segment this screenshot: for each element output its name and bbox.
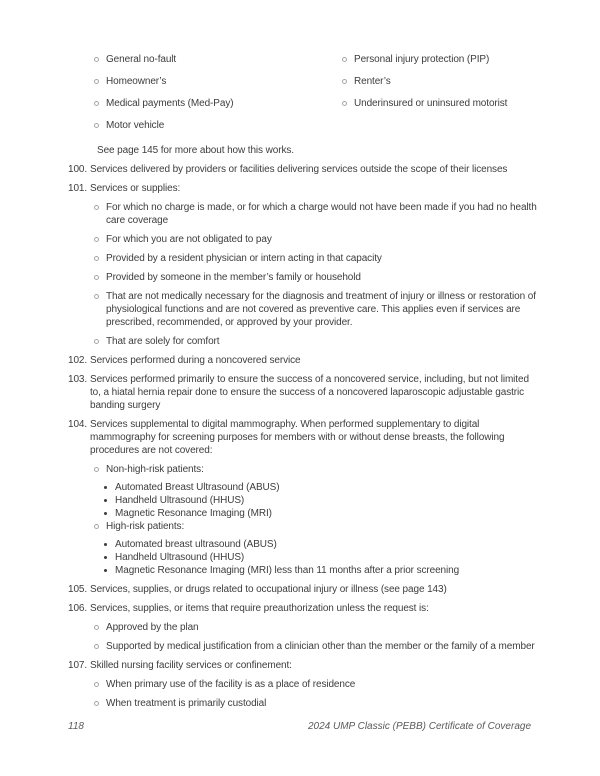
item-text: Services, supplies, or drugs related to occupational injury or illness (see page 143) (90, 584, 447, 595)
open-circle-bullet-icon (342, 101, 347, 106)
sub-bullet-text: Magnetic Resonance Imaging (MRI) (115, 508, 272, 519)
sub-bullet-item (104, 481, 537, 494)
open-circle-bullet-icon (94, 57, 99, 62)
item-text: Skilled nursing facility services or confinement: (90, 660, 292, 671)
dot-bullet-icon (104, 543, 107, 546)
sub-bullet-item (104, 551, 537, 564)
open-circle-bullet-icon (94, 682, 99, 687)
item-content (90, 373, 537, 412)
bullet-text: Provided by someone in the member’s family or household (106, 272, 361, 283)
bullet-row (94, 335, 537, 348)
insurance-types-section (68, 53, 537, 141)
bullet-row (94, 640, 537, 653)
exclusion-item (68, 418, 537, 577)
item-content (90, 354, 537, 367)
item-content (90, 182, 537, 348)
open-circle-bullet-icon (94, 256, 99, 261)
bullet-item (94, 233, 537, 246)
open-circle-bullet-icon (94, 644, 99, 649)
open-circle-bullet-icon (94, 294, 99, 299)
item-number: 101. (68, 183, 88, 194)
dot-bullet-icon (104, 556, 107, 559)
sub-bullet-item (104, 507, 537, 520)
item-text: Services, supplies, or items that require preauthorization unless the request is: (90, 603, 429, 614)
bullet-text: For which you are not obligated to pay (106, 234, 272, 245)
item-number: 107. (68, 660, 88, 671)
open-circle-bullet-icon (94, 237, 99, 242)
bullet-text: Approved by the plan (106, 622, 199, 633)
bullet-item (94, 678, 537, 691)
bullet-row (94, 678, 537, 691)
item-bullets (90, 678, 537, 710)
list-item (94, 75, 342, 88)
insurance-types-left-column (94, 53, 342, 141)
open-circle-bullet-icon (94, 625, 99, 630)
open-circle-bullet-icon (94, 123, 99, 128)
bullet-row (94, 463, 537, 476)
item-bullets (90, 201, 537, 348)
item-number: 102. (68, 355, 88, 366)
sub-bullet-text: Handheld Ultrasound (HHUS) (115, 552, 245, 563)
sub-bullet-item (104, 564, 537, 577)
list-item (94, 53, 342, 66)
sub-bullets (104, 481, 537, 520)
bullet-row (94, 621, 537, 634)
bullet-row (94, 290, 537, 329)
dot-bullet-icon (104, 486, 107, 489)
bullet-item (94, 335, 537, 348)
bullet-text: Non-high-risk patients: (106, 464, 204, 475)
list-item-label: Medical payments (Med-Pay) (106, 98, 234, 109)
list-item-label: Motor vehicle (106, 120, 165, 131)
open-circle-bullet-icon (94, 101, 99, 106)
list-item (342, 53, 537, 66)
item-text: Services performed during a noncovered service (90, 355, 301, 366)
dot-bullet-icon (104, 512, 107, 515)
item-content (90, 659, 537, 710)
open-circle-bullet-icon (342, 57, 347, 62)
footer-doc-title: 2024 UMP Classic (PEBB) Certificate of Coverage (307, 721, 531, 732)
open-circle-bullet-icon (342, 79, 347, 84)
bullet-item (94, 520, 537, 577)
exclusion-item (68, 583, 537, 596)
bullet-text: That are not medically necessary for the diagnosis and treatment of injury or illness or restoration of physiological functions and are not covered as preventive care. This applies even if services are prescribed, recommended, or approved by your provider. (106, 291, 536, 328)
item-number: 100. (68, 164, 88, 175)
sub-bullet-text: Automated Breast Ultrasound (ABUS) (115, 482, 280, 493)
item-content (90, 418, 537, 577)
bullet-text: High-risk patients: (106, 521, 185, 532)
sub-bullet-item (104, 494, 537, 507)
bullet-item (94, 640, 537, 653)
bullet-row (94, 520, 537, 533)
open-circle-bullet-icon (94, 275, 99, 280)
dot-bullet-icon (104, 569, 107, 572)
item-number: 103. (68, 374, 88, 385)
item-text: Services delivered by providers or facilities delivering services outside the scope of their licenses (90, 164, 508, 175)
open-circle-bullet-icon (94, 701, 99, 706)
sub-bullet-text: Magnetic Resonance Imaging (MRI) less than 11 months after a prior screening (115, 565, 460, 576)
bullet-text: When treatment is primarily custodial (106, 698, 267, 709)
item-content (90, 163, 537, 176)
exclusion-item (68, 182, 537, 348)
page-footer (68, 721, 531, 732)
footer-page-number: 118 (68, 721, 84, 732)
bullet-row (94, 233, 537, 246)
bullet-item (94, 290, 537, 329)
open-circle-bullet-icon (94, 79, 99, 84)
list-item (342, 97, 537, 110)
list-item (94, 97, 342, 110)
sub-bullets (104, 538, 537, 577)
item-content (90, 602, 537, 653)
item-number: 105. (68, 584, 88, 595)
open-circle-bullet-icon (94, 467, 99, 472)
item-bullets (90, 463, 537, 577)
bullet-row (94, 697, 537, 710)
exclusion-item (68, 163, 537, 176)
open-circle-bullet-icon (94, 524, 99, 529)
exclusion-item (68, 602, 537, 653)
exclusion-item (68, 373, 537, 412)
bullet-row (94, 252, 537, 265)
item-text: Services or supplies: (90, 183, 181, 194)
item-number: 104. (68, 419, 88, 430)
insurance-types-right-column (342, 53, 537, 141)
item-number: 106. (68, 603, 88, 614)
exclusion-item (68, 659, 537, 710)
exclusion-item (68, 354, 537, 367)
list-item-label: Underinsured or uninsured motorist (354, 98, 508, 109)
list-item-label: General no-fault (106, 54, 177, 65)
exclusions-list (68, 163, 537, 710)
item-text: Services supplemental to digital mammography. When performed supplementary to digital mammography for screening purposes for members with or without dense breasts, the following procedures are not covered: (90, 419, 505, 456)
open-circle-bullet-icon (94, 339, 99, 344)
bullet-text: Supported by medical justification from a clinician other than the member or the family of a member (106, 641, 535, 652)
item-bullets (90, 621, 537, 653)
bullet-item (94, 463, 537, 520)
open-circle-bullet-icon (94, 205, 99, 210)
item-text: Services performed primarily to ensure the success of a noncovered service, including, but not limited to, a hiatal hernia repair done to ensure the success of a noncovered laparoscopic adjustable gastric banding surgery (90, 374, 529, 411)
list-item (94, 119, 342, 132)
bullet-item (94, 697, 537, 710)
bullet-item (94, 621, 537, 634)
list-item (342, 75, 537, 88)
bullet-text: Provided by a resident physician or intern acting in that capacity (106, 253, 382, 264)
see-page-note: See page 145 for more about how this works. (97, 145, 294, 156)
bullet-item (94, 271, 537, 284)
list-item-label: Renter’s (354, 76, 391, 87)
bullet-item (94, 252, 537, 265)
item-content (90, 583, 537, 596)
dot-bullet-icon (104, 499, 107, 502)
list-item-label: Homeowner’s (106, 76, 167, 87)
bullet-text: When primary use of the facility is as a place of residence (106, 679, 356, 690)
bullet-text: For which no charge is made, or for which a charge would not have been made if you had no health care coverage (106, 202, 537, 226)
bullet-item (94, 201, 537, 227)
list-item-label: Personal injury protection (PIP) (354, 54, 490, 65)
bullet-row (94, 201, 537, 227)
sub-bullet-item (104, 538, 537, 551)
sub-bullet-text: Automated breast ultrasound (ABUS) (115, 539, 277, 550)
bullet-text: That are solely for comfort (106, 336, 220, 347)
sub-bullet-text: Handheld Ultrasound (HHUS) (115, 495, 245, 506)
bullet-row (94, 271, 537, 284)
